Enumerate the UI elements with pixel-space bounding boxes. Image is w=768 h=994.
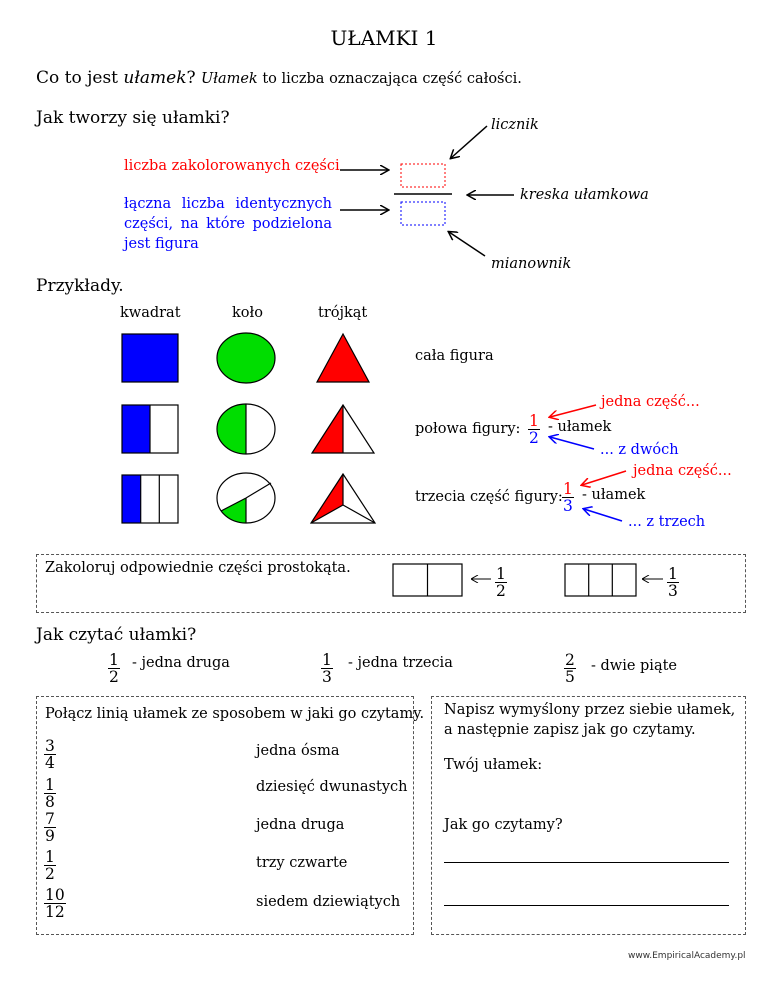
reading-fraction-1 — [108, 652, 120, 685]
third-dash-ulamek: - ułamek — [582, 487, 646, 503]
half-denominator: 2 — [529, 429, 539, 447]
match-fraction-1-num: 3 — [45, 737, 55, 755]
intro-question-mark: ? — [186, 68, 196, 88]
match-fraction-5-den: 12 — [45, 903, 65, 921]
match-fraction-4[interactable] — [44, 849, 56, 882]
arrow-half-one-part — [550, 405, 596, 417]
match-fraction-5[interactable] — [44, 887, 66, 920]
reading-2-num: 1 — [322, 651, 332, 669]
half-dash-ulamek: - ułamek — [548, 419, 612, 435]
square-half-filled — [122, 405, 150, 453]
reading-1-text: - jedna druga — [132, 655, 230, 671]
exercise-half-den: 2 — [496, 582, 506, 600]
exercise-third-num: 1 — [668, 565, 678, 583]
write-text-1: Napisz wymyślony przez siebie ułamek, — [444, 702, 736, 718]
reading-3-num: 2 — [565, 651, 575, 669]
answer-line-2[interactable] — [444, 905, 729, 906]
match-fraction-4-den: 2 — [45, 865, 55, 883]
reading-fraction-3 — [564, 652, 576, 685]
arrow-third-one-part — [582, 471, 626, 485]
label-total-parts: łączna liczba identycznych części, na które podzielona jest figura — [124, 196, 332, 252]
half-label: połowa figury: — [415, 421, 521, 437]
match-word-4[interactable]: trzy czwarte — [256, 855, 348, 871]
shape-label-square: kwadrat — [120, 305, 181, 321]
page-title: UŁAMKI 1 — [330, 26, 438, 50]
reading-fraction-2 — [321, 652, 333, 685]
match-word-1[interactable]: jedna ósma — [256, 743, 340, 759]
numerator-box — [401, 164, 445, 187]
match-fraction-1[interactable] — [44, 738, 56, 771]
write-how-read: Jak go czytamy? — [444, 817, 563, 833]
half-fraction — [528, 413, 540, 446]
reading-2-den: 3 — [322, 668, 332, 686]
match-fraction-2[interactable] — [44, 777, 56, 810]
footer-url: www.EmpiricalAcademy.pl — [628, 951, 746, 961]
exercise-color-text: Zakoloruj odpowiednie części prostokąta. — [45, 560, 351, 576]
intro-question: Co to jest — [36, 68, 124, 88]
arrow-half-of-two — [550, 437, 594, 449]
reading-3-den: 5 — [565, 668, 575, 686]
match-word-5[interactable]: siedem dziewiątych — [256, 894, 401, 910]
triangle-whole — [317, 334, 369, 382]
label-mianownik: mianownik — [491, 256, 572, 272]
match-fraction-5-num: 10 — [45, 886, 65, 904]
match-fraction-3[interactable] — [44, 811, 56, 844]
match-word-2[interactable]: dziesięć dwunastych — [256, 779, 408, 795]
whole-figure-label: cała figura — [415, 348, 494, 364]
answer-line-1[interactable] — [444, 862, 729, 863]
match-fraction-4-num: 1 — [45, 848, 55, 866]
intro-question-term: ułamek — [123, 68, 187, 88]
third-fraction — [562, 481, 574, 514]
reading-1-den: 2 — [109, 668, 119, 686]
arrow-licznik — [451, 126, 487, 158]
match-fraction-2-num: 1 — [45, 776, 55, 794]
arrow-mianownik — [449, 232, 485, 256]
label-colored-parts: liczba zakolorowanych części — [124, 158, 340, 174]
examples-heading: Przykłady. — [36, 276, 124, 296]
third-of-three: ... z trzech — [628, 514, 706, 530]
third-denominator: 3 — [563, 497, 573, 515]
half-numerator: 1 — [529, 412, 539, 430]
match-fraction-3-den: 9 — [45, 827, 55, 845]
how-heading: Jak tworzy się ułamki? — [36, 108, 230, 128]
exercise-third-den: 3 — [668, 582, 678, 600]
denominator-box — [401, 202, 445, 225]
third-numerator: 1 — [563, 480, 573, 498]
shape-label-circle: koło — [232, 305, 263, 321]
match-fraction-1-den: 4 — [45, 754, 55, 772]
triangle-third-divider-3 — [343, 505, 375, 523]
half-of-two: ... z dwóch — [600, 442, 679, 458]
reading-1-num: 1 — [109, 651, 119, 669]
label-licznik: licznik — [491, 117, 539, 133]
match-fraction-3-num: 7 — [45, 810, 55, 828]
third-one-part: jedna część... — [633, 463, 732, 479]
shape-label-triangle: trójkąt — [318, 305, 368, 321]
square-third-filled — [122, 475, 141, 523]
intro-answer: to liczba oznaczająca część całości. — [257, 71, 522, 87]
reading-heading: Jak czytać ułamki? — [36, 625, 197, 645]
half-one-part: jedna część... — [601, 394, 700, 410]
exercise-half-num: 1 — [496, 565, 506, 583]
arrow-third-of-three — [584, 509, 622, 521]
match-heading: Połącz linią ułamek ze sposobem w jaki go czytamy. — [45, 706, 425, 722]
intro-answer-term: Ułamek — [201, 71, 258, 87]
square-whole — [122, 334, 178, 382]
label-kreska: kreska ułamkowa — [520, 187, 649, 203]
reading-2-text: - jedna trzecia — [348, 655, 453, 671]
match-word-3[interactable]: jedna druga — [256, 817, 345, 833]
write-your-fraction: Twój ułamek: — [444, 757, 543, 773]
write-text-2: a następnie zapisz jak go czytamy. — [444, 722, 696, 738]
match-fraction-2-den: 8 — [45, 793, 55, 811]
circle-third-filled — [221, 498, 246, 523]
exercise-fraction-half — [495, 566, 507, 599]
circle-whole — [217, 333, 275, 383]
circle-third-divider-2 — [246, 483, 271, 498]
third-label: trzecia część figury: — [415, 489, 563, 505]
circle-half-filled — [217, 404, 246, 454]
reading-3-text: - dwie piąte — [591, 658, 678, 674]
exercise-fraction-third — [667, 566, 679, 599]
